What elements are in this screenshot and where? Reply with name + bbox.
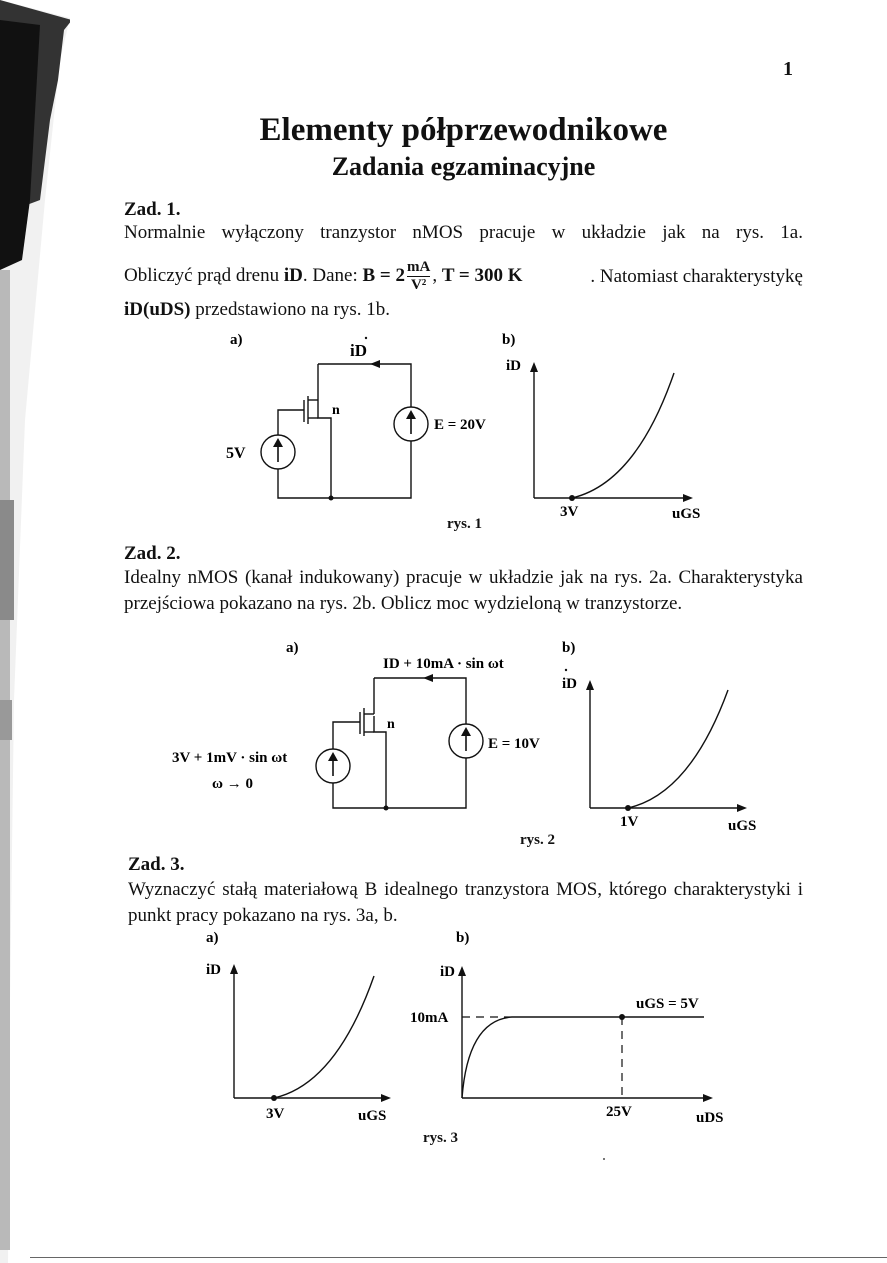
fig1a-n-label: n bbox=[332, 403, 340, 418]
fig3b-curve bbox=[462, 1017, 704, 1098]
fig2a-label: a) bbox=[286, 640, 299, 656]
zad2-heading: Zad. 2. bbox=[124, 543, 181, 564]
fig3-caption: rys. 3 bbox=[423, 1130, 458, 1146]
fig2b-label: b) bbox=[562, 640, 576, 656]
fig3a-tick: 3V bbox=[266, 1106, 285, 1122]
fig3b-tick-y: 10mA bbox=[410, 1010, 449, 1026]
fig3b-curve-label: uGS = 5V bbox=[636, 996, 699, 1012]
fig2a-wires bbox=[333, 678, 466, 808]
fig2a-top-label: ID + 10mA · sin ωt bbox=[383, 656, 504, 672]
fig3a-label: a) bbox=[206, 930, 219, 946]
fig3b-chart bbox=[400, 926, 730, 1132]
page-subtitle: Zadania egzaminacyjne bbox=[331, 152, 596, 181]
fig2-caption: rys. 2 bbox=[520, 832, 555, 848]
fig2b-curve bbox=[628, 690, 728, 808]
fig3a-axis-y: iD bbox=[206, 962, 221, 978]
fig3b-point bbox=[619, 1014, 625, 1020]
fig1-caption: rys. 1 bbox=[447, 516, 482, 532]
fig2b-point bbox=[625, 805, 631, 811]
page-title: Elementy półprzewodnikowe bbox=[259, 112, 668, 148]
fig1b-point bbox=[569, 495, 575, 501]
scan-speck bbox=[603, 1158, 605, 1160]
iD-dot bbox=[365, 337, 367, 339]
fig3a-curve bbox=[274, 976, 374, 1098]
zad1-heading: Zad. 1. bbox=[124, 199, 181, 220]
zad1-line2: Obliczyć prąd drenu iD. Dane: B = 2 $\frac{mA}{\text{V²}}$ , T = 300 K . Natomiast charakterystykę bbox=[124, 259, 803, 293]
fig2a-omega-label: ω → 0 bbox=[212, 776, 253, 792]
fig2a-E-label: E = 10V bbox=[488, 736, 540, 752]
fig2a-n-label: n bbox=[387, 717, 395, 732]
fig3b-axis-x: uDS bbox=[696, 1110, 724, 1126]
fig1b-tick: 3V bbox=[560, 504, 579, 520]
fig1a-wires bbox=[278, 364, 411, 498]
fig2a-current-arrow bbox=[423, 674, 433, 682]
fig1a-label: a) bbox=[230, 332, 243, 348]
fig1b-chart bbox=[496, 328, 716, 523]
scan-edge-shadow bbox=[0, 0, 70, 1263]
fig3a-chart bbox=[196, 926, 416, 1132]
B-fraction: $\frac{mA}{\text{V²}}$ bbox=[406, 259, 431, 293]
scan-bottom-line bbox=[30, 1257, 887, 1258]
fig3a-point bbox=[271, 1095, 277, 1101]
fig2a-circuit bbox=[168, 636, 568, 826]
fig2a-src-label: 3V + 1mV · sin ωt bbox=[172, 750, 288, 766]
fig1a-E-label: E = 20V bbox=[434, 417, 486, 433]
page-number: 1 bbox=[783, 58, 793, 80]
fig1a-5V-label: 5V bbox=[226, 445, 246, 462]
zad2-text: Idealny nMOS (kanał indukowany) pracuje w układzie jak na rys. 2a. Charakterystyka przejściowa pokazano na rys. 2b. Oblicz moc wydzieloną w tranzystorze. bbox=[124, 567, 803, 614]
fig2b-chart bbox=[556, 636, 766, 836]
fig1a-iD-label: iD bbox=[350, 341, 367, 360]
fig2b-tick: 1V bbox=[620, 814, 639, 830]
fig3b-label: b) bbox=[456, 930, 470, 946]
fig1b-label: b) bbox=[502, 332, 516, 348]
fig2a-node bbox=[384, 806, 389, 811]
fig3b-axis-y: iD bbox=[440, 964, 455, 980]
fig2b-axis-x: uGS bbox=[728, 818, 757, 834]
zad1-line2-start: Obliczyć prąd drenu iD. Dane: B = 2 $\frac{mA}{\text{V²}}$ , T = 300 K bbox=[124, 259, 523, 293]
fig1a-node bbox=[329, 496, 334, 501]
fig1a-circuit bbox=[200, 328, 520, 538]
fig1b-axis-x: uGS bbox=[672, 506, 701, 522]
fig3b-tick-x: 25V bbox=[606, 1104, 632, 1120]
fig3a-axis-x: uGS bbox=[358, 1108, 387, 1124]
fig1b-axis-y: iD bbox=[506, 358, 521, 374]
fig2b-axis-y: iD bbox=[562, 676, 577, 692]
fig1a-current-arrow bbox=[370, 360, 380, 368]
zad1-line3: iD(uDS) przedstawiono na rys. 1b. bbox=[124, 299, 390, 320]
zad1-line1: Normalnie wyłączony tranzystor nMOS pracuje w układzie jak na rys. 1a. bbox=[124, 222, 803, 243]
zad3-text: Wyznaczyć stałą materiałową B idealnego tranzystora MOS, którego charakterystyki i punkt pracy pokazano na rys. 3a, b. bbox=[128, 879, 803, 926]
zad3-heading: Zad. 3. bbox=[128, 854, 185, 875]
fig1b-curve bbox=[572, 373, 674, 498]
